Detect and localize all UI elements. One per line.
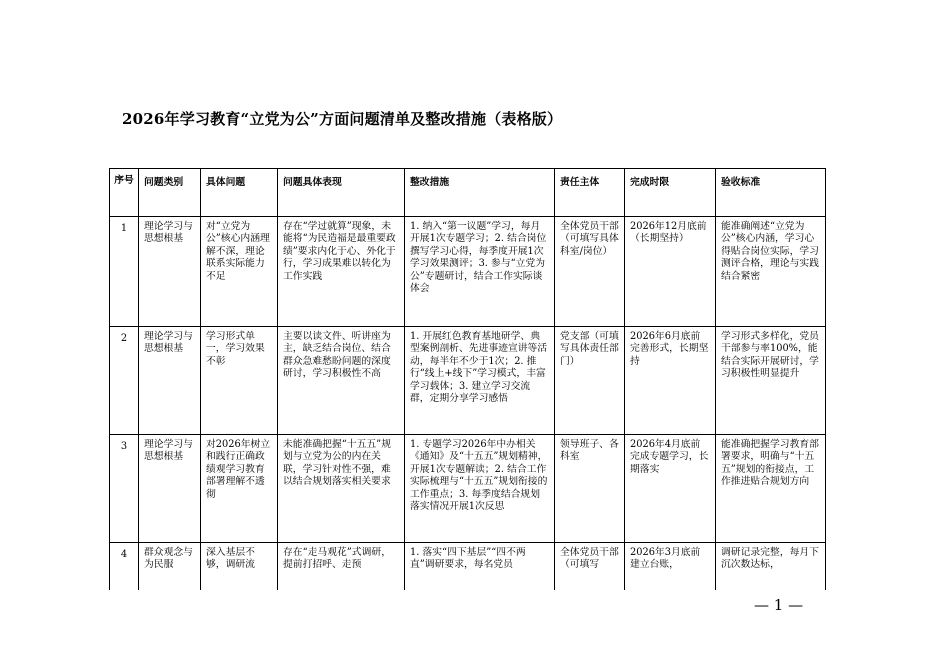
cell-measures: 1. 落实“四下基层”“四不两直”调研要求，每名党员 xyxy=(405,543,555,603)
page-title: 2026年学习教育“立党为公”方面问题清单及整改措施（表格版） xyxy=(122,110,563,128)
cell-acceptance: 能准确把握学习教育部署要求，明确与“十五五”规划的衔接点，工作推进贴合规划方向 xyxy=(716,435,826,543)
header-measures: 整改措施 xyxy=(405,169,555,217)
table-row xyxy=(110,327,826,435)
rectification-table xyxy=(109,168,826,603)
cell-category: 理论学习与思想根基 xyxy=(139,435,201,543)
cell-manifestation: 存在“学过就算”现象，未能将“为民造福是最重要政绩”要求内化于心、外化于行，学习成果难以转化为工作实践 xyxy=(278,217,405,327)
header-category: 问题类别 xyxy=(139,169,201,217)
cell-deadline: 2026年12月底前（长期坚持） xyxy=(625,217,716,327)
header-issue: 具体问题 xyxy=(201,169,278,217)
cell-deadline: 2026年3月底前建立台账， xyxy=(625,543,716,603)
cell-category: 群众观念与为民服 xyxy=(139,543,201,603)
cell-seq: 4 xyxy=(110,543,139,603)
cell-measures: 1. 纳入“第一议题”学习，每月开展1次专题学习；2. 结合岗位撰写学习心得，每季度开展1次学习效果测评；3. 参与“立党为公”专题研讨，结合工作实际谈体会 xyxy=(405,217,555,327)
page-number: — 1 — xyxy=(754,596,804,614)
cell-measures: 1. 开展红色教育基地研学、典型案例剖析、先进事迹宣讲等活动，每半年不少于1次；2. 推行“线上+线下”学习模式，丰富学习载体；3. 建立学习交流群，定期分享学习感悟 xyxy=(405,327,555,435)
cell-owner: 全体党员干部（可填写具体科室/岗位） xyxy=(555,217,625,327)
table-row xyxy=(110,435,826,543)
cell-measures: 1. 专题学习2026年中办相关《通知》及“十五五”规划精神，开展1次专题解读；2. 结合工作实际梳理与“十五五”规划衔接的工作重点；3. 每季度结合规划落实情况开展1次反思 xyxy=(405,435,555,543)
cell-category: 理论学习与思想根基 xyxy=(139,327,201,435)
cell-seq: 3 xyxy=(110,435,139,543)
cell-owner: 领导班子、各科室 xyxy=(555,435,625,543)
header-manifestation: 问题具体表现 xyxy=(278,169,405,217)
cell-manifestation: 未能准确把握“十五五”规划与立党为公的内在关联，学习针对性不强，难以结合规划落实相关要求 xyxy=(278,435,405,543)
cell-seq: 2 xyxy=(110,327,139,435)
cell-manifestation: 主要以读文件、听讲座为主，缺乏结合岗位、结合群众急难愁盼问题的深度研讨，学习积极性不高 xyxy=(278,327,405,435)
cell-issue: 学习形式单一，学习效果不彰 xyxy=(201,327,278,435)
cell-issue: 深入基层不够，调研流 xyxy=(201,543,278,603)
cell-issue: 对“立党为公”核心内涵理解不深，理论联系实际能力不足 xyxy=(201,217,278,327)
cell-owner: 党支部（可填写具体责任部门） xyxy=(555,327,625,435)
cell-acceptance: 学习形式多样化，党员干部参与率100%，能结合实际开展研讨，学习积极性明显提升 xyxy=(716,327,826,435)
cell-acceptance: 能准确阐述“立党为公”核心内涵，学习心得贴合岗位实际，学习测评合格，理论与实践结合紧密 xyxy=(716,217,826,327)
cell-deadline: 2026年6月底前完善形式，长期坚持 xyxy=(625,327,716,435)
cell-manifestation: 存在“走马观花”式调研，提前打招呼、走预 xyxy=(278,543,405,603)
cell-owner: 全体党员干部（可填写 xyxy=(555,543,625,603)
header-acceptance: 验收标准 xyxy=(716,169,826,217)
header-owner: 责任主体 xyxy=(555,169,625,217)
table-header-row xyxy=(110,169,826,217)
cell-category: 理论学习与思想根基 xyxy=(139,217,201,327)
cell-acceptance: 调研记录完整，每月下沉次数达标， xyxy=(716,543,826,603)
cell-deadline: 2026年4月底前完成专题学习，长期落实 xyxy=(625,435,716,543)
header-deadline: 完成时限 xyxy=(625,169,716,217)
table-row xyxy=(110,217,826,327)
cell-issue: 对2026年树立和践行正确政绩观学习教育部署理解不透彻 xyxy=(201,435,278,543)
page-bottom-margin xyxy=(0,590,950,672)
cell-seq: 1 xyxy=(110,217,139,327)
header-seq: 序号 xyxy=(110,169,139,217)
